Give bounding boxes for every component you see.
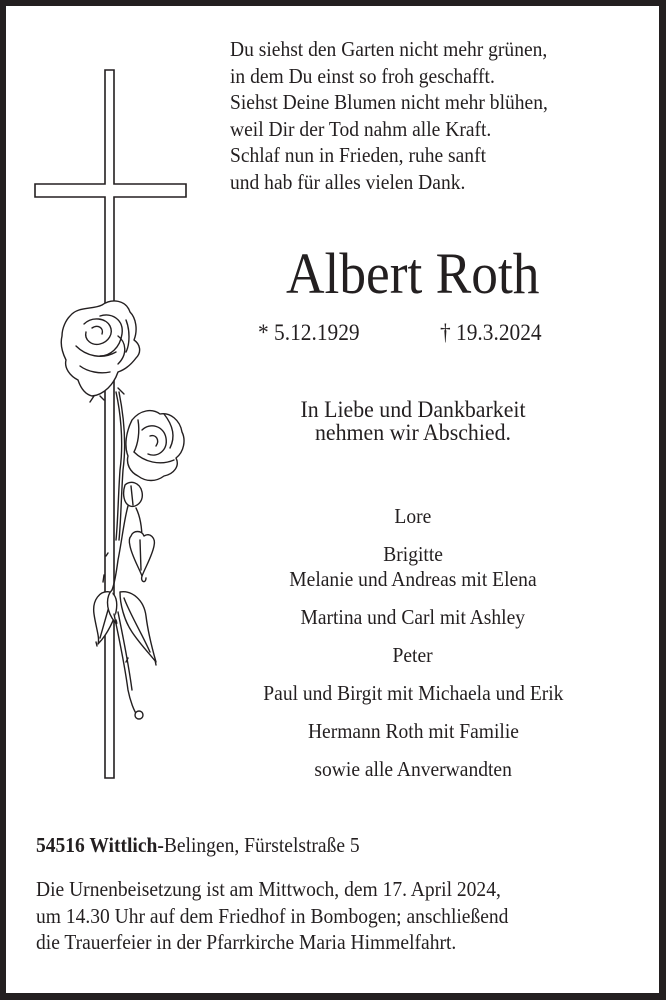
mourner-entry [6, 542, 666, 566]
death-date-text: † 19.3.2024 [440, 320, 542, 345]
birth-date [258, 319, 367, 347]
mourner-entry [6, 757, 666, 781]
mourner-entry [6, 504, 666, 528]
deceased-name-text: Albert Roth [286, 241, 540, 306]
obituary-card [6, 6, 659, 993]
poem-line: Du siehst den Garten nicht mehr grünen, [230, 37, 548, 61]
address-city: 54516 Wittlich- [36, 833, 164, 857]
mourner-entry [6, 567, 666, 591]
mourner-entry [6, 719, 666, 743]
mourner-entry [6, 681, 666, 705]
mourner-name: sowie alle Anverwandten [314, 757, 512, 781]
memorial-poem [230, 36, 572, 196]
deceased-name [6, 242, 666, 306]
poem-line: Schlaf nun in Frieden, ruhe sanft [230, 143, 487, 168]
farewell-line: nehmen wir Abschied. [314, 420, 511, 445]
notice-line: um 14.30 Uhr auf dem Friedhof in Bombogen; anschließend [36, 903, 509, 928]
mourner-name: Paul und Birgit mit Michaela und Erik [262, 681, 564, 705]
mourner-entry [6, 643, 666, 667]
poem-line: Siehst Deine Blumen nicht mehr blühen, [230, 90, 548, 115]
mourner-name: Peter [392, 643, 434, 667]
birth-date-text: * 5.12.1929 [258, 320, 360, 345]
death-date [440, 319, 549, 347]
mourner-name: Brigitte [383, 542, 443, 566]
notice-line: Die Urnenbeisetzung ist am Mittwoch, dem 17. April 2024, [36, 877, 501, 901]
mourner-name: Lore [394, 504, 432, 528]
mourner-name: Melanie und Andreas mit Elena [289, 567, 537, 591]
poem-line: und hab für alles vielen Dank. [230, 169, 466, 194]
funeral-notice [36, 876, 544, 956]
farewell-message [6, 398, 666, 444]
poem-line: in dem Du einst so froh geschafft. [230, 63, 495, 88]
notice-line: die Trauerfeier in der Pfarrkirche Maria Himmelfahrt. [36, 930, 457, 954]
address-street: Belingen, Fürstelstraße 5 [163, 833, 360, 857]
family-address [36, 832, 384, 858]
mourner-name: Hermann Roth mit Familie [307, 719, 519, 743]
mourner-name: Martina und Carl mit Ashley [300, 605, 526, 629]
farewell-line: In Liebe und Dankbarkeit [300, 397, 526, 422]
poem-line: weil Dir der Tod nahm alle Kraft. [230, 116, 492, 141]
mourner-entry [6, 605, 666, 629]
